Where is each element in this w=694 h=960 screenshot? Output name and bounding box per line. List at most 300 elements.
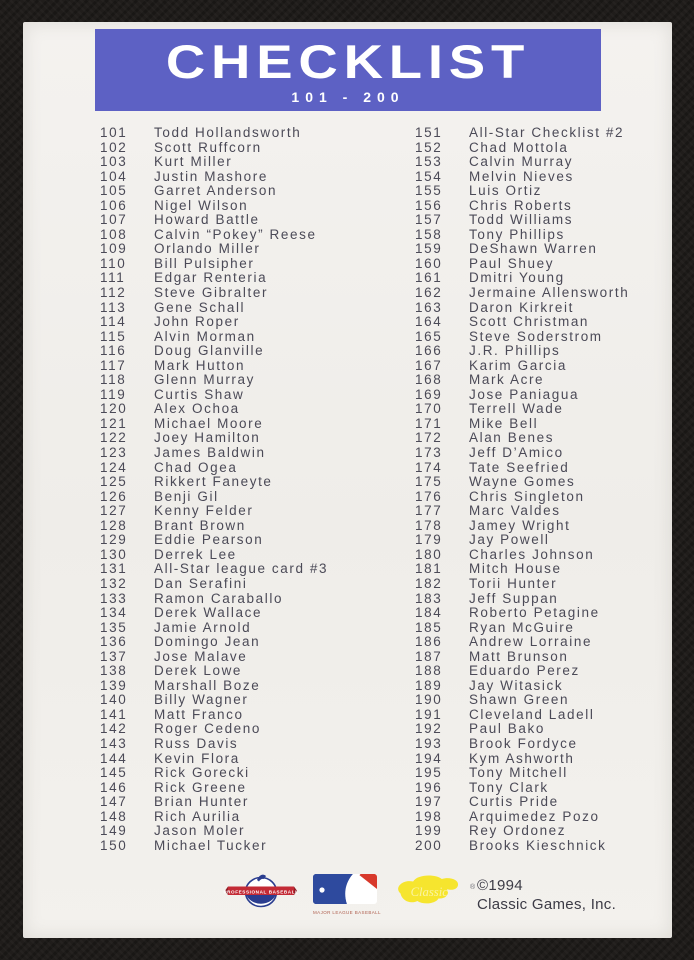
list-item xyxy=(100,199,328,214)
list-item xyxy=(415,592,629,607)
player-name: Orlando Miller xyxy=(154,241,261,257)
player-name: Kym Ashworth xyxy=(469,750,575,766)
card-number: 118 xyxy=(100,372,127,388)
list-item xyxy=(415,635,629,650)
card-number: 172 xyxy=(415,430,443,446)
player-name: Kevin Flora xyxy=(154,750,240,766)
card-number: 179 xyxy=(415,532,443,548)
card-number: 192 xyxy=(415,721,443,737)
list-item xyxy=(100,141,328,156)
list-item xyxy=(100,271,328,286)
svg-text:Classic: Classic xyxy=(410,884,448,899)
card-number: 123 xyxy=(100,445,128,461)
list-item xyxy=(100,257,328,272)
list-item xyxy=(415,693,629,708)
card-number: 164 xyxy=(415,314,443,330)
card-number: 170 xyxy=(415,401,443,417)
player-name: Roberto Petagine xyxy=(469,605,600,621)
list-item xyxy=(100,766,328,781)
player-name: Rikkert Faneyte xyxy=(154,474,273,490)
player-name: Edgar Renteria xyxy=(154,270,268,286)
card-number: 195 xyxy=(415,765,443,781)
list-item xyxy=(415,330,629,345)
card-number: 154 xyxy=(415,168,443,184)
list-item xyxy=(100,184,328,199)
card-number: 142 xyxy=(100,721,128,737)
player-name: Tony Phillips xyxy=(469,226,565,242)
list-item xyxy=(415,257,629,272)
player-name: Rey Ordonez xyxy=(469,823,567,839)
list-item xyxy=(100,475,328,490)
card-number: 108 xyxy=(100,226,128,242)
card-number: 187 xyxy=(415,648,443,664)
player-name: Scott Christman xyxy=(469,314,590,330)
player-name: Mitch House xyxy=(469,561,562,577)
player-name: Chad Mottola xyxy=(469,139,569,155)
list-item xyxy=(415,766,629,781)
list-item xyxy=(415,301,629,316)
player-name: Benji Gil xyxy=(154,488,219,504)
registered-mark: ® xyxy=(470,884,476,891)
card-number: 101 xyxy=(100,125,128,140)
player-name: Ramon Caraballo xyxy=(154,590,284,606)
player-name: Jamey Wright xyxy=(469,517,571,533)
card-number: 181 xyxy=(415,561,443,577)
list-item xyxy=(415,810,629,825)
card-number: 155 xyxy=(415,183,443,199)
classic-games-logo xyxy=(392,873,468,907)
list-item xyxy=(415,286,629,301)
list-item xyxy=(100,839,328,854)
card-number: 175 xyxy=(415,474,443,490)
card-number: 143 xyxy=(100,735,128,751)
mlb-caption: MAJOR LEAGUE BASEBALL xyxy=(313,910,381,915)
player-name: Shawn Green xyxy=(469,692,570,708)
list-item xyxy=(100,359,328,374)
list-item xyxy=(100,170,328,185)
card-number: 124 xyxy=(100,459,128,475)
list-item xyxy=(100,592,328,607)
player-name: All-Star Checklist #2 xyxy=(469,125,625,140)
player-name: Calvin “Pokey” Reese xyxy=(154,226,317,242)
list-item xyxy=(415,679,629,694)
player-name: Derrek Lee xyxy=(154,546,237,562)
list-item xyxy=(100,315,328,330)
player-name: Cleveland Ladell xyxy=(469,706,595,722)
list-item xyxy=(100,635,328,650)
player-name: Alvin Morman xyxy=(154,328,256,344)
card-number: 119 xyxy=(100,386,127,402)
player-name: Chad Ogea xyxy=(154,459,238,475)
card-number: 196 xyxy=(415,779,443,795)
card-number: 107 xyxy=(100,212,128,228)
card-number: 149 xyxy=(100,823,128,839)
list-item xyxy=(415,621,629,636)
list-item xyxy=(100,330,328,345)
player-name: Derek Wallace xyxy=(154,605,263,621)
player-name: Brooks Kieschnick xyxy=(469,837,607,853)
player-name: Derek Lowe xyxy=(154,663,243,679)
card-number: 134 xyxy=(100,605,128,621)
card-number: 158 xyxy=(415,226,443,242)
card-number: 166 xyxy=(415,343,443,359)
player-name: Rich Aurilia xyxy=(154,808,241,824)
list-item xyxy=(415,184,629,199)
list-item xyxy=(100,562,328,577)
list-item xyxy=(100,286,328,301)
player-name: Roger Cedeno xyxy=(154,721,262,737)
player-name: Jamie Arnold xyxy=(154,619,252,635)
card-number: 116 xyxy=(100,343,127,359)
card-number: 200 xyxy=(415,837,443,853)
list-item xyxy=(100,781,328,796)
player-name: Michael Tucker xyxy=(154,837,268,853)
list-item xyxy=(100,621,328,636)
card-number: 102 xyxy=(100,139,128,155)
player-name: Garret Anderson xyxy=(154,183,278,199)
player-name: Chris Singleton xyxy=(469,488,585,504)
copyright xyxy=(477,876,616,914)
list-item xyxy=(415,446,629,461)
card-number: 113 xyxy=(100,299,127,315)
card-number: 190 xyxy=(415,692,443,708)
card-number: 177 xyxy=(415,503,443,519)
card-number: 105 xyxy=(100,183,128,199)
minor-league-baseball-logo xyxy=(221,873,301,909)
card-number: 141 xyxy=(100,706,128,722)
player-name: Marc Valdes xyxy=(469,503,561,519)
list-item xyxy=(100,242,328,257)
copyright-year: ©1994 xyxy=(477,877,523,894)
list-item xyxy=(100,228,328,243)
card-number: 186 xyxy=(415,634,443,650)
card-number: 138 xyxy=(100,663,128,679)
list-item xyxy=(415,504,629,519)
player-name: Howard Battle xyxy=(154,212,260,228)
player-name: Paul Shuey xyxy=(469,255,555,271)
copyright-company: Classic Games, Inc. xyxy=(477,896,617,913)
player-name: Daron Kirkreit xyxy=(469,299,574,315)
list-item xyxy=(100,373,328,388)
list-item xyxy=(415,562,629,577)
card-number: 122 xyxy=(100,430,128,446)
player-name: Karim Garcia xyxy=(469,357,567,373)
card-number: 178 xyxy=(415,517,443,533)
player-name: Jose Paniagua xyxy=(469,386,580,402)
player-name: Michael Moore xyxy=(154,415,264,431)
player-name: Eduardo Perez xyxy=(469,663,580,679)
list-item xyxy=(100,664,328,679)
list-item xyxy=(415,417,629,432)
list-item xyxy=(100,446,328,461)
card-number: 199 xyxy=(415,823,443,839)
player-name: Marshall Boze xyxy=(154,677,261,693)
list-item xyxy=(100,693,328,708)
player-name: Jay Powell xyxy=(469,532,550,548)
list-item xyxy=(100,504,328,519)
card-number: 133 xyxy=(100,590,128,606)
card-number: 194 xyxy=(415,750,443,766)
list-item xyxy=(100,722,328,737)
card-number: 125 xyxy=(100,474,128,490)
card-number: 171 xyxy=(415,415,443,431)
player-name: Terrell Wade xyxy=(469,401,564,417)
card-number: 104 xyxy=(100,168,128,184)
list-item xyxy=(415,315,629,330)
player-name: Mark Hutton xyxy=(154,357,246,373)
list-item xyxy=(100,301,328,316)
list-item xyxy=(415,388,629,403)
list-item xyxy=(100,490,328,505)
card-number: 193 xyxy=(415,735,443,751)
player-name: Alex Ochoa xyxy=(154,401,240,417)
list-item xyxy=(415,271,629,286)
card-number: 112 xyxy=(100,285,127,301)
milb-caption: PROFESSIONAL BASEBALL xyxy=(223,889,299,895)
card-number: 128 xyxy=(100,517,128,533)
list-item xyxy=(415,577,629,592)
player-name: Kurt Miller xyxy=(154,154,233,170)
list-item xyxy=(100,548,328,563)
list-item xyxy=(100,606,328,621)
player-name: Brook Fordyce xyxy=(469,735,578,751)
list-item xyxy=(100,461,328,476)
player-name: Nigel Wilson xyxy=(154,197,249,213)
list-item xyxy=(415,519,629,534)
player-name: Todd Williams xyxy=(469,212,574,228)
player-name: Torii Hunter xyxy=(469,575,558,591)
list-item xyxy=(415,533,629,548)
list-item xyxy=(100,126,328,141)
list-item xyxy=(100,431,328,446)
list-item xyxy=(415,461,629,476)
card-number: 120 xyxy=(100,401,128,417)
card-number: 106 xyxy=(100,197,128,213)
list-item xyxy=(415,199,629,214)
player-name: Rick Greene xyxy=(154,779,247,795)
player-name: Brant Brown xyxy=(154,517,246,533)
list-item xyxy=(415,359,629,374)
player-name: Steve Soderstrom xyxy=(469,328,603,344)
card-number: 114 xyxy=(100,314,127,330)
player-name: J.R. Phillips xyxy=(469,343,561,359)
card-number: 135 xyxy=(100,619,128,635)
card-number: 121 xyxy=(100,415,128,431)
card-number: 188 xyxy=(415,663,443,679)
player-name: Luis Ortiz xyxy=(469,183,543,199)
player-name: Billy Wagner xyxy=(154,692,249,708)
list-item xyxy=(415,752,629,767)
checklist-column-right xyxy=(415,126,629,853)
list-item xyxy=(100,519,328,534)
player-name: Scott Ruffcorn xyxy=(154,139,262,155)
player-name: Matt Franco xyxy=(154,706,244,722)
card-number: 147 xyxy=(100,794,128,810)
card-number: 152 xyxy=(415,139,443,155)
list-item xyxy=(100,155,328,170)
list-item xyxy=(415,781,629,796)
card-number: 185 xyxy=(415,619,443,635)
list-item xyxy=(415,795,629,810)
card-number: 157 xyxy=(415,212,443,228)
player-name: Charles Johnson xyxy=(469,546,595,562)
card-number: 115 xyxy=(100,328,127,344)
card-number: 168 xyxy=(415,372,443,388)
card-number: 111 xyxy=(100,270,126,286)
player-name: Tony Mitchell xyxy=(469,765,568,781)
card-number: 159 xyxy=(415,241,443,257)
card-number: 169 xyxy=(415,386,443,402)
player-name: Kenny Felder xyxy=(154,503,254,519)
card-number: 145 xyxy=(100,765,128,781)
player-name: Joey Hamilton xyxy=(154,430,261,446)
card-number: 176 xyxy=(415,488,443,504)
list-item xyxy=(415,213,629,228)
player-name: Justin Mashore xyxy=(154,168,268,184)
player-name: Todd Hollandsworth xyxy=(154,125,302,140)
list-item xyxy=(100,213,328,228)
card-number: 161 xyxy=(415,270,443,286)
player-name: Doug Glanville xyxy=(154,343,265,359)
player-name: Dmitri Young xyxy=(469,270,565,286)
list-item xyxy=(415,490,629,505)
card-number: 173 xyxy=(415,445,443,461)
player-name: All-Star league card #3 xyxy=(154,561,329,577)
list-item xyxy=(100,752,328,767)
card-number: 139 xyxy=(100,677,128,693)
player-name: Jeff Suppan xyxy=(469,590,559,606)
list-item xyxy=(415,475,629,490)
list-item xyxy=(415,839,629,854)
list-item xyxy=(415,548,629,563)
checklist-column-left xyxy=(100,126,328,853)
card-number: 198 xyxy=(415,808,443,824)
major-league-baseball-logo xyxy=(312,874,382,915)
checklist-card xyxy=(23,22,672,938)
card-number: 197 xyxy=(415,794,443,810)
list-item xyxy=(415,606,629,621)
list-item xyxy=(415,170,629,185)
card-number: 151 xyxy=(415,125,443,140)
footer xyxy=(23,867,672,927)
player-name: Andrew Lorraine xyxy=(469,634,593,650)
card-number: 148 xyxy=(100,808,128,824)
list-item xyxy=(100,795,328,810)
player-name: Mike Bell xyxy=(469,415,539,431)
card-number: 109 xyxy=(100,241,128,257)
card-number: 156 xyxy=(415,197,443,213)
player-name: Jay Witasick xyxy=(469,677,564,693)
player-name: John Roper xyxy=(154,314,240,330)
player-name: Ryan McGuire xyxy=(469,619,575,635)
player-name: Curtis Shaw xyxy=(154,386,245,402)
card-number: 127 xyxy=(100,503,128,519)
player-name: Mark Acre xyxy=(469,372,545,388)
card-number: 110 xyxy=(100,255,127,271)
list-item xyxy=(100,737,328,752)
card-number: 153 xyxy=(415,154,443,170)
list-item xyxy=(415,242,629,257)
list-item xyxy=(100,810,328,825)
list-item xyxy=(415,737,629,752)
card-number: 137 xyxy=(100,648,128,664)
player-name: Jeff D’Amico xyxy=(469,445,564,461)
player-name: Rick Gorecki xyxy=(154,765,250,781)
player-name: Russ Davis xyxy=(154,735,239,751)
list-item xyxy=(415,373,629,388)
player-name: Dan Serafini xyxy=(154,575,248,591)
card-number: 163 xyxy=(415,299,443,315)
player-name: DeShawn Warren xyxy=(469,241,598,257)
list-item xyxy=(100,577,328,592)
list-item xyxy=(415,664,629,679)
card-number: 129 xyxy=(100,532,128,548)
player-name: Gene Schall xyxy=(154,299,246,315)
list-item xyxy=(100,708,328,723)
player-name: Wayne Gomes xyxy=(469,474,576,490)
list-item xyxy=(100,417,328,432)
player-name: Tate Seefried xyxy=(469,459,570,475)
list-item xyxy=(100,533,328,548)
card-number: 174 xyxy=(415,459,443,475)
card-number: 182 xyxy=(415,575,443,591)
list-item xyxy=(415,141,629,156)
card-number: 103 xyxy=(100,154,128,170)
list-item xyxy=(415,402,629,417)
player-name: Jermaine Allensworth xyxy=(469,285,630,301)
player-name: Alan Benes xyxy=(469,430,555,446)
page-title: CHECKLIST xyxy=(165,35,531,88)
list-item xyxy=(415,708,629,723)
card-number: 136 xyxy=(100,634,128,650)
player-name: Calvin Murray xyxy=(469,154,574,170)
card-number: 132 xyxy=(100,575,128,591)
list-item xyxy=(100,679,328,694)
player-name: Eddie Pearson xyxy=(154,532,264,548)
list-item xyxy=(415,431,629,446)
card-number: 146 xyxy=(100,779,128,795)
player-name: Matt Brunson xyxy=(469,648,569,664)
player-name: Jason Moler xyxy=(154,823,246,839)
list-item xyxy=(415,126,629,141)
card-number: 131 xyxy=(100,561,128,577)
player-name: Paul Bako xyxy=(469,721,545,737)
player-name: Chris Roberts xyxy=(469,197,573,213)
player-name: Domingo Jean xyxy=(154,634,261,650)
list-item xyxy=(100,388,328,403)
card-number: 184 xyxy=(415,605,443,621)
card-number: 165 xyxy=(415,328,443,344)
card-number: 162 xyxy=(415,285,443,301)
card-number: 126 xyxy=(100,488,128,504)
list-item xyxy=(100,824,328,839)
card-number: 150 xyxy=(100,837,128,853)
card-number: 167 xyxy=(415,357,443,373)
list-item xyxy=(415,824,629,839)
mlb-logo-mark xyxy=(312,874,378,904)
card-number: 117 xyxy=(100,357,127,373)
list-item xyxy=(415,722,629,737)
list-item xyxy=(415,228,629,243)
player-name: Glenn Murray xyxy=(154,372,255,388)
card-number: 160 xyxy=(415,255,443,271)
list-item xyxy=(100,344,328,359)
player-name: Tony Clark xyxy=(469,779,549,795)
list-item xyxy=(100,650,328,665)
card-number: 189 xyxy=(415,677,443,693)
card-number: 130 xyxy=(100,546,128,562)
player-name: Melvin Nieves xyxy=(469,168,574,184)
